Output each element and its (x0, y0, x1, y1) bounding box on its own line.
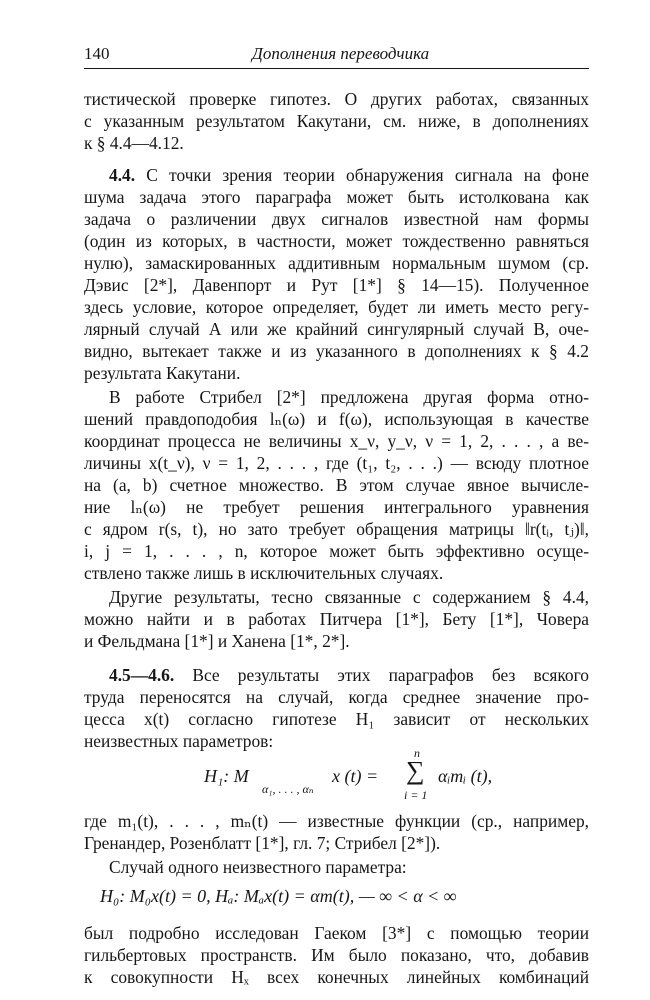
text-line: к совокупности Hₓ всех конечных линейных комбинаций (84, 967, 589, 987)
text-line: Другие результаты, тесно связанные с содержанием § 4.4, (109, 587, 589, 607)
text-line: Случай одного неизвестного параметра: (109, 857, 407, 877)
text-line: шений правдоподобия lₙ(ω) и f(ω), использующая в качестве (84, 409, 589, 429)
formula-subscript: α₁, . . . , αₙ (262, 782, 314, 796)
text-line: с ядром r(s, t), но зато требует обращения матрицы ‖r(tᵢ, tⱼ)‖, (84, 519, 589, 539)
text-line: с указанным результатом Какутани, см. ниже, в дополнениях (84, 111, 589, 131)
text-line: Дэвис [2*], Давенпорт и Рут [1*] § 14—15). Полученное (84, 275, 589, 295)
text-line: нулю), замаскированных аддитивным нормальным шумом (ср. (84, 253, 589, 273)
text-span: С точки зрения теории обнаружения сигнала на фоне (146, 165, 589, 185)
text-line: (один из которых, в частности, может тождественно равняться (84, 231, 589, 251)
text-line: координат процесса не величины x_ν, y_ν, ν = 1, 2, . . . , а ве- (84, 431, 589, 451)
text-line: цесса x(t) согласно гипотезе H₁ зависит от нескольких (84, 709, 589, 729)
text-line: ствлено также лишь в исключительных случаях. (84, 563, 444, 583)
section-number: 4.4. (109, 165, 136, 185)
header-rule (84, 68, 589, 69)
page-header (84, 44, 589, 68)
text-line: шума задача этого параграфа может быть истолкована как (84, 187, 589, 207)
formula-rhs: αᵢmᵢ (t), (438, 766, 493, 786)
formula-mid: x (t) = (332, 766, 379, 786)
text-line: лярный случай А или же крайний сингулярный случай В, оче- (84, 319, 589, 339)
formula-h0-ha: H₀: M₀x(t) = 0, Hₐ: Mₐx(t) = αm(t), — ∞ < α < ∞ (100, 886, 457, 906)
running-title: Дополнения переводчика (252, 44, 430, 63)
section-4-5-first-line (109, 664, 589, 686)
text-line: неизвестных параметров: (84, 731, 274, 751)
text-line: здесь условие, которое определяет, будет ли иметь место регу- (84, 297, 589, 317)
text-line: задача о различении двух сигналов известной нам формы (84, 209, 589, 229)
text-line: i, j = 1, . . . , n, которое может быть эффективно осуще- (84, 541, 589, 561)
sum-upper-limit: n (414, 746, 420, 760)
sum-lower-limit: i = 1 (404, 788, 428, 802)
text-line: можно найти и в работах Питчера [1*], Бету [1*], Човера (84, 609, 589, 629)
formula-lhs: H₁: M (204, 766, 249, 786)
text-line: тистической проверке гипотез. О других работах, связанных (84, 89, 589, 109)
text-line: личины x(t_ν), ν = 1, 2, . . . , где (t₁, t₂, . . .) — всюду плотное (84, 453, 589, 473)
text-line: Гренандер, Розенблатт [1*], гл. 7; Стрибел [2*]). (84, 833, 441, 853)
text-span: Все результаты этих параграфов без всякого (192, 665, 589, 685)
text-line: на (a, b) счетное множество. В этом случае явное вычисле- (84, 475, 589, 495)
text-line: к § 4.4—4.12. (84, 133, 184, 153)
text-line: где m₁(t), . . . , mₙ(t) — известные функции (ср., например, (84, 811, 589, 831)
text-line: видно, вытекает также и из указанного в дополнениях к § 4.2 (84, 341, 589, 361)
text-line: результата Какутани. (84, 363, 241, 383)
text-line: В работе Стрибел [2*] предложена другая форма отно- (109, 387, 589, 407)
sum-sign: ∑ (406, 756, 425, 785)
section-4-4-first-line (109, 164, 589, 186)
text-line: труда переносятся на случай, когда среднее значение про- (84, 687, 589, 707)
text-line: был подробно исследован Гаеком [3*] с помощью теории (84, 923, 589, 943)
text-line: гильбертовых пространств. Им было показано, что, добавив (84, 945, 589, 965)
page-number: 140 (84, 44, 110, 63)
section-number: 4.5—4.6. (109, 665, 175, 685)
text-line: и Фельдмана [1*] и Ханена [1*, 2*]. (84, 631, 350, 651)
text-line: ние lₙ(ω) не требует решения интегрального уравнения (84, 497, 589, 517)
